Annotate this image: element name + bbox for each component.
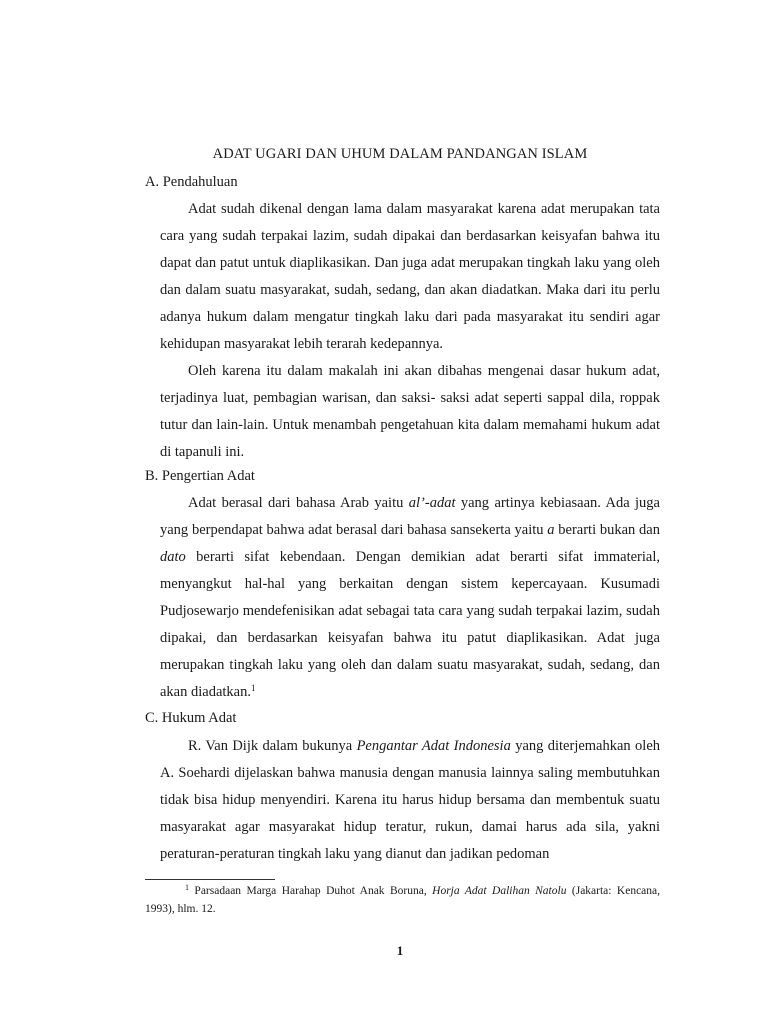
section-c-paragraph-1 [160,733,660,868]
document-title: ADAT UGARI DAN UHUM DALAM PANDANGAN ISLAM [212,146,588,162]
term-al-adat: al’-adat [408,495,456,511]
section-a-paragraph-2: Oleh karena itu dalam makalah ini akan dibahas mengenai dasar hukum adat, terjadinya luat, pembagian warisan, dan saksi- saksi adat seperti sappal dila, roppak tutur dan lain-lain. Untuk menambah pengetahuan kita dalam memahami hukum adat di tapanuli ini. [160,363,660,460]
term-dato: dato [160,549,186,565]
text-run: yang diterjemahkan oleh A. Soehardi dijelaskan bahwa manusia dengan manusia lainnya saling membutuhkan tidak bisa hidup menyendiri. Karena itu harus hidup bersama dan membentuk suatu masyarakat agar masyarakat hidup teratur, rukun, damai harus ada sila, yakni peraturan-peraturan tingkah laku yang dianut dan jadikan pedoman [160,738,661,862]
text-run: yang artinya kebiasaan. Ada juga yang berpendapat bahwa adat berasal dari bahasa sansekerta yaitu [160,495,660,538]
footnote-text: (Jakarta: Kencana, 1993), hlm. 12. [145,885,661,915]
page-number: 1 [396,943,404,958]
footnote-separator [145,879,275,880]
section-c-heading: C. Hukum Adat [145,710,237,726]
book-title: Pengantar Adat Indonesia [356,738,511,754]
footnote [145,882,660,918]
text-run: berarti sifat kebendaan. Dengan demikian adat berarti sifat immaterial, menyangkut hal-hal yang berkaitan dengan sistem kepercayaan. Kusumadi Pudjosewarjo mendefenisikan adat sebagai tata cara yang sudah terpakai lazim, sudah dipakai, dan berdasarkan keisyafan bahwa itu patut diaplikasikan. Adat juga merupakan tingkah laku yang oleh dan dalam suatu masyarakat, sudah, sedang, dan akan diadatkan. [160,549,660,700]
footnote-number: 1 [185,883,189,892]
term-a: a [547,522,555,538]
footnote-reference: 1 [251,683,256,693]
text-run: berarti bukan dan [554,522,660,538]
text-run: Adat berasal dari bahasa Arab yaitu [188,495,409,511]
section-a-heading: A. Pendahuluan [145,174,238,190]
footnote-text: Parsadaan Marga Harahap Duhot Anak Boruna, [189,885,433,897]
section-b-paragraph-1 [160,490,660,706]
section-b-heading: B. Pengertian Adat [145,468,255,484]
section-a-paragraph-1: Adat sudah dikenal dengan lama dalam masyarakat karena adat merupakan tata cara yang sudah terpakai lazim, sudah dipakai dan berdasarkan keisyafan bahwa itu dapat dan patut untuk diaplikasikan. Dan juga adat merupakan tingkah laku yang oleh dan dalam suatu masyarakat, sudah, sedang, dan akan diadatkan. Maka dari itu perlu adanya hukum dalam mengatur tingkah laku dari pada masyarakat itu sendiri agar kehidupan masyarakat lebih terarah kedepannya. [160,201,660,352]
text-run: R. Van Dijk dalam bukunya [188,738,357,754]
footnote-book-title: Horja Adat Dalihan Natolu [432,885,567,897]
